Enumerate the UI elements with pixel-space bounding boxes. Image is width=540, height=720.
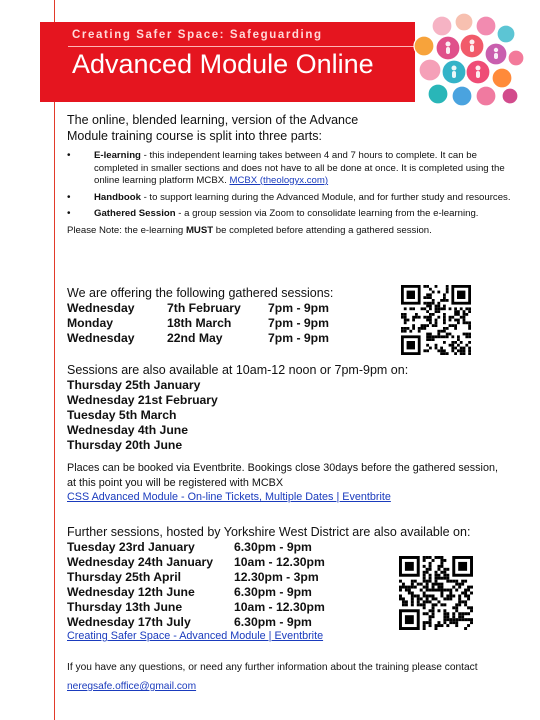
bullet-text: - a group session via Zoom to consolidate learning from the e-learning. bbox=[175, 208, 479, 219]
list-item: Wednesday 4th June bbox=[67, 423, 189, 437]
session-time: 12.30pm - 3pm bbox=[234, 570, 319, 584]
session-date: Wednesday 24th January bbox=[67, 555, 214, 569]
table-row bbox=[67, 331, 367, 346]
yorkshire-heading: Further sessions, hosted by Yorkshire West District are also available on: bbox=[67, 525, 471, 539]
session-day: Wednesday bbox=[67, 301, 135, 315]
table-row bbox=[67, 600, 367, 615]
session-time: 10am - 12.30pm bbox=[234, 600, 325, 614]
session-date: Thursday 13th June bbox=[67, 600, 183, 614]
bullet-text: - this independent learning takes between 4 and 7 hours to complete. It can be completed in smaller sections and does not have to all be done at once. It is completed using the online learning platform MCBX. bbox=[94, 150, 505, 186]
list-item: Tuesday 5th March bbox=[67, 408, 177, 422]
qr-code-icon bbox=[401, 285, 471, 355]
session-time: 10am - 12.30pm bbox=[234, 555, 325, 569]
gathered-heading: We are offering the following gathered sessions: bbox=[67, 286, 334, 300]
yorkshire-eventbrite-link[interactable]: Creating Safer Space - Advanced Module | Eventbrite bbox=[67, 630, 324, 642]
yorkshire-schedule bbox=[67, 540, 367, 630]
table-row bbox=[67, 301, 367, 316]
elearning-note bbox=[67, 225, 517, 238]
banner-subtitle: Creating Safer Space: Safeguarding bbox=[72, 29, 323, 41]
eventbrite-link[interactable]: CSS Advanced Module - On-line Tickets, Multiple Dates | Eventbrite bbox=[67, 491, 391, 503]
table-row bbox=[67, 570, 367, 585]
also-dates-list bbox=[67, 378, 218, 453]
booking-text: Places can be booked via Eventbrite. Bookings close 30days before the gathered session, at this point you will be registered with MCBX bbox=[67, 462, 498, 489]
mcbx-link[interactable]: MCBX (theologyx.com) bbox=[229, 175, 329, 186]
bullet-icon: • bbox=[67, 191, 71, 203]
list-item bbox=[67, 208, 517, 221]
contact-text: If you have any questions, or need any further information about the training please contact bbox=[67, 662, 478, 673]
list-item: Wednesday 21st February bbox=[67, 393, 218, 407]
table-row bbox=[67, 540, 367, 555]
list-item: Thursday 20th June bbox=[67, 438, 183, 452]
bullet-title: Gathered Session bbox=[94, 208, 176, 219]
gathered-schedule bbox=[67, 301, 367, 346]
session-day: Monday bbox=[67, 316, 114, 330]
session-time: 7pm - 9pm bbox=[268, 331, 329, 345]
parts-list bbox=[67, 150, 517, 237]
session-time: 7pm - 9pm bbox=[268, 316, 329, 330]
session-time: 6.30pm - 9pm bbox=[234, 615, 312, 629]
list-item bbox=[67, 150, 517, 188]
table-row bbox=[67, 316, 367, 331]
note-emphasis: MUST bbox=[185, 224, 214, 236]
session-date: 18th March bbox=[167, 316, 232, 330]
margin-rule bbox=[54, 0, 55, 720]
session-date: Tuesday 23rd January bbox=[67, 540, 195, 554]
table-row bbox=[67, 555, 367, 570]
session-time: 7pm - 9pm bbox=[268, 301, 329, 315]
note-text: Please Note: the e-learning bbox=[67, 224, 186, 236]
banner-title: Advanced Module Online bbox=[72, 49, 374, 79]
bullet-title: Handbook bbox=[94, 191, 141, 203]
bullet-title: E-learning bbox=[94, 150, 141, 161]
table-row bbox=[67, 585, 367, 600]
session-time: 6.30pm - 9pm bbox=[234, 540, 312, 554]
session-date: Thursday 25th April bbox=[67, 570, 181, 584]
session-date: Wednesday 12th June bbox=[67, 585, 195, 599]
qr-code-icon bbox=[399, 556, 473, 630]
table-row bbox=[67, 615, 367, 630]
note-text: be completed before attending a gathered session. bbox=[213, 224, 432, 236]
banner-divider bbox=[68, 46, 415, 47]
people-circles-logo-icon bbox=[408, 12, 528, 112]
session-time: 6.30pm - 9pm bbox=[234, 585, 312, 599]
session-date: 7th February bbox=[167, 301, 241, 315]
bullet-icon: • bbox=[67, 150, 71, 161]
list-item bbox=[67, 192, 517, 205]
bullet-icon: • bbox=[67, 208, 71, 219]
also-heading: Sessions are also available at 10am-12 noon or 7pm-9pm on: bbox=[67, 363, 409, 377]
bullet-text: - to support learning during the Advanced Module, and for further study and resources. bbox=[140, 191, 511, 203]
contact-email-link[interactable]: neregsafe.office@gmail.com bbox=[67, 681, 197, 692]
list-item: Thursday 25th January bbox=[67, 378, 201, 392]
contact-info bbox=[67, 658, 497, 696]
session-day: Wednesday bbox=[67, 331, 135, 345]
session-date: Wednesday 17th July bbox=[67, 615, 191, 629]
intro-text: The online, blended learning, version of the Advance Module training course is split into three parts: bbox=[67, 113, 359, 143]
booking-info bbox=[67, 461, 507, 505]
title-banner bbox=[40, 22, 415, 102]
session-date: 22nd May bbox=[167, 331, 223, 345]
